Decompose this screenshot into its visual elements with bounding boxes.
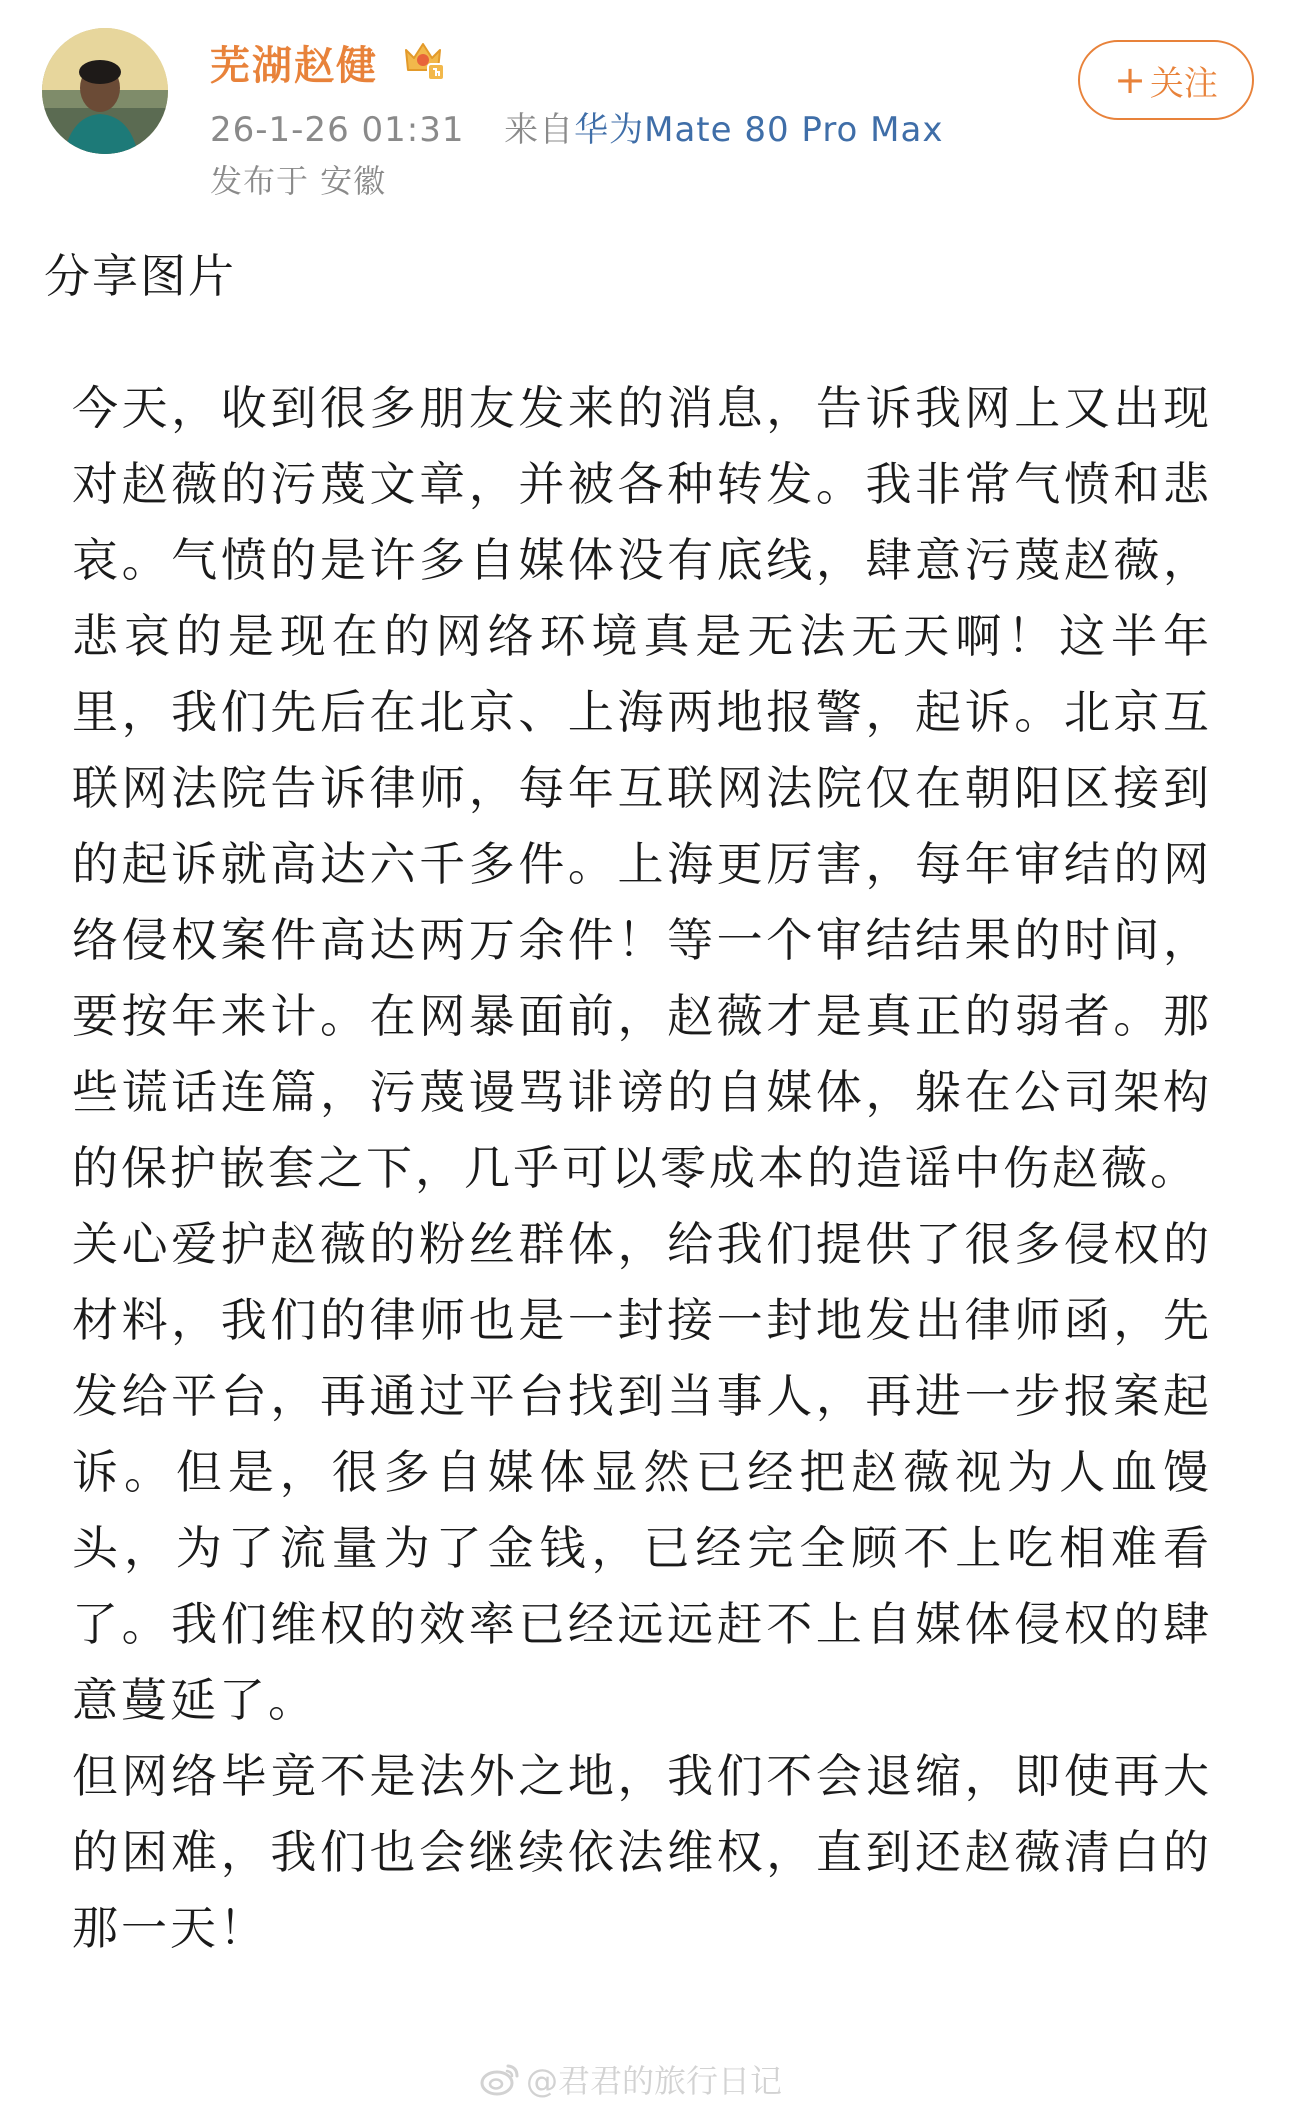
post-body-image[interactable] [72, 370, 1212, 1966]
device-link[interactable]: 华为Mate 80 Pro Max [574, 110, 944, 150]
body-paragraph: 但网络毕竟不是法外之地，我们不会退缩，即使再大的困难，我们也会继续依法维权，直到还赵薇清白的那一天！ [72, 1749, 1212, 1955]
vip-crown-icon [400, 36, 446, 82]
avatar[interactable] [42, 28, 168, 154]
avatar-photo-icon [42, 28, 168, 154]
watermark-text: @君君的旅行日记 [526, 2062, 783, 2100]
weibo-watermark [480, 2056, 782, 2102]
post-location: 发布于 安徽 [210, 162, 387, 200]
source-prefix: 来自 [504, 110, 575, 150]
share-title: 分享图片 [44, 249, 236, 303]
body-paragraph: 关心爱护赵薇的粉丝群体，给我们提供了很多侵权的材料，我们的律师也是一封接一封地发出律师函，先发给平台，再通过平台找到当事人，再进一步报案起诉。但是，很多自媒体显然已经把赵薇视为人血馒头，为了流量为了金钱，已经完全顾不上吃相难看了。我们维权的效率已经远远赶不上自媒体侵权的肆意蔓延了。 [72, 1217, 1212, 1727]
weibo-logo-icon [480, 2062, 520, 2096]
follow-button-label: 关注 [1149, 63, 1218, 104]
body-paragraph: 今天，收到很多朋友发来的消息，告诉我网上又出现对赵薇的污蔑文章，并被各种转发。我非常气愤和悲哀。气愤的是许多自媒体没有底线，肆意污蔑赵薇，悲哀的是现在的网络环境真是无法无天啊！这半年里，我们先后在北京、上海两地报警，起诉。北京互联网法院告诉律师，每年互联网法院仅在朝阳区接到的起诉就高达六千多件。上海更厉害，每年审结的网络侵权案件高达两万余件！等一个审结结果的时间，要按年来计。在网暴面前，赵薇才是真正的弱者。那些谎话连篇，污蔑谩骂诽谤的自媒体，躲在公司架构的保护嵌套之下，几乎可以零成本的造谣中伤赵薇。 [72, 381, 1212, 1195]
post-meta [210, 102, 943, 151]
post-header [0, 0, 1289, 200]
follow-button[interactable] [1078, 40, 1254, 120]
plus-icon: + [1114, 58, 1146, 102]
post-timestamp: 26-1-26 01:31 [210, 110, 465, 150]
author-name[interactable]: 芜湖赵健 [210, 43, 378, 89]
